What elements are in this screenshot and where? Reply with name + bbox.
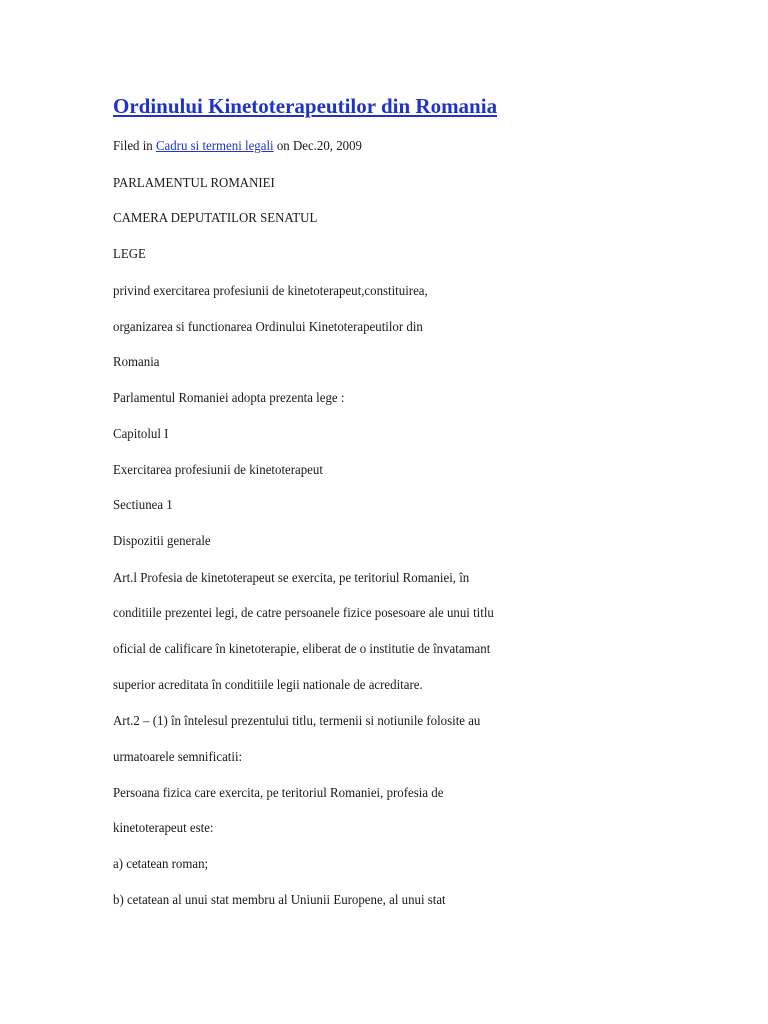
post-date: Dec.20, 2009	[292, 139, 362, 154]
body-line: Persoana fizica care exercita, pe teritoriul Romaniei, profesia de	[113, 786, 444, 801]
body-line: superior acreditata în conditiile legii nationale de acreditare.	[113, 678, 423, 693]
meta-prefix: Filed in	[113, 139, 156, 154]
body-line: Art.l Profesia de kinetoterapeut se exercita, pe teritoriul Romaniei, în	[113, 571, 470, 586]
post-title-link[interactable]: Ordinului Kinetoterapeutilor din Romania	[113, 94, 498, 118]
body-line: b) cetatean al unui stat membru al Uniunii Europene, al unui stat	[113, 893, 446, 908]
body-line: conditiile prezentei legi, de catre persoanele fizice posesoare ale unui titlu	[113, 606, 494, 621]
meta-middle: on	[273, 139, 293, 154]
body-line: Parlamentul Romaniei adopta prezenta lege :	[113, 391, 345, 406]
body-line: privind exercitarea profesiunii de kinetoterapeut,constituirea,	[113, 284, 428, 299]
body-line: LEGE	[113, 247, 146, 262]
body-line: Capitolul I	[113, 427, 169, 442]
category-link[interactable]: Cadru si termeni legali	[155, 139, 274, 154]
body-line: Sectiunea 1	[113, 498, 173, 513]
body-line: Dispozitii generale	[113, 534, 211, 549]
body-line: Art.2 – (1) în întelesul prezentului titlu, termenii si notiunile folosite au	[113, 714, 481, 729]
body-line: a) cetatean roman;	[113, 857, 209, 872]
body-line: oficial de calificare în kinetoterapie, eliberat de o institutie de învatamant	[113, 642, 491, 657]
body-line: urmatoarele semnificatii:	[113, 750, 243, 765]
body-line: Romania	[113, 355, 160, 370]
body-line: CAMERA DEPUTATILOR SENATUL	[113, 211, 318, 226]
body-line: kinetoterapeut este:	[113, 821, 214, 836]
body-line: PARLAMENTUL ROMANIEI	[113, 176, 275, 191]
body-line: organizarea si functionarea Ordinului Kinetoterapeutilor din	[113, 320, 423, 335]
post-meta	[113, 137, 362, 157]
body-line: Exercitarea profesiunii de kinetoterapeut	[113, 463, 323, 478]
